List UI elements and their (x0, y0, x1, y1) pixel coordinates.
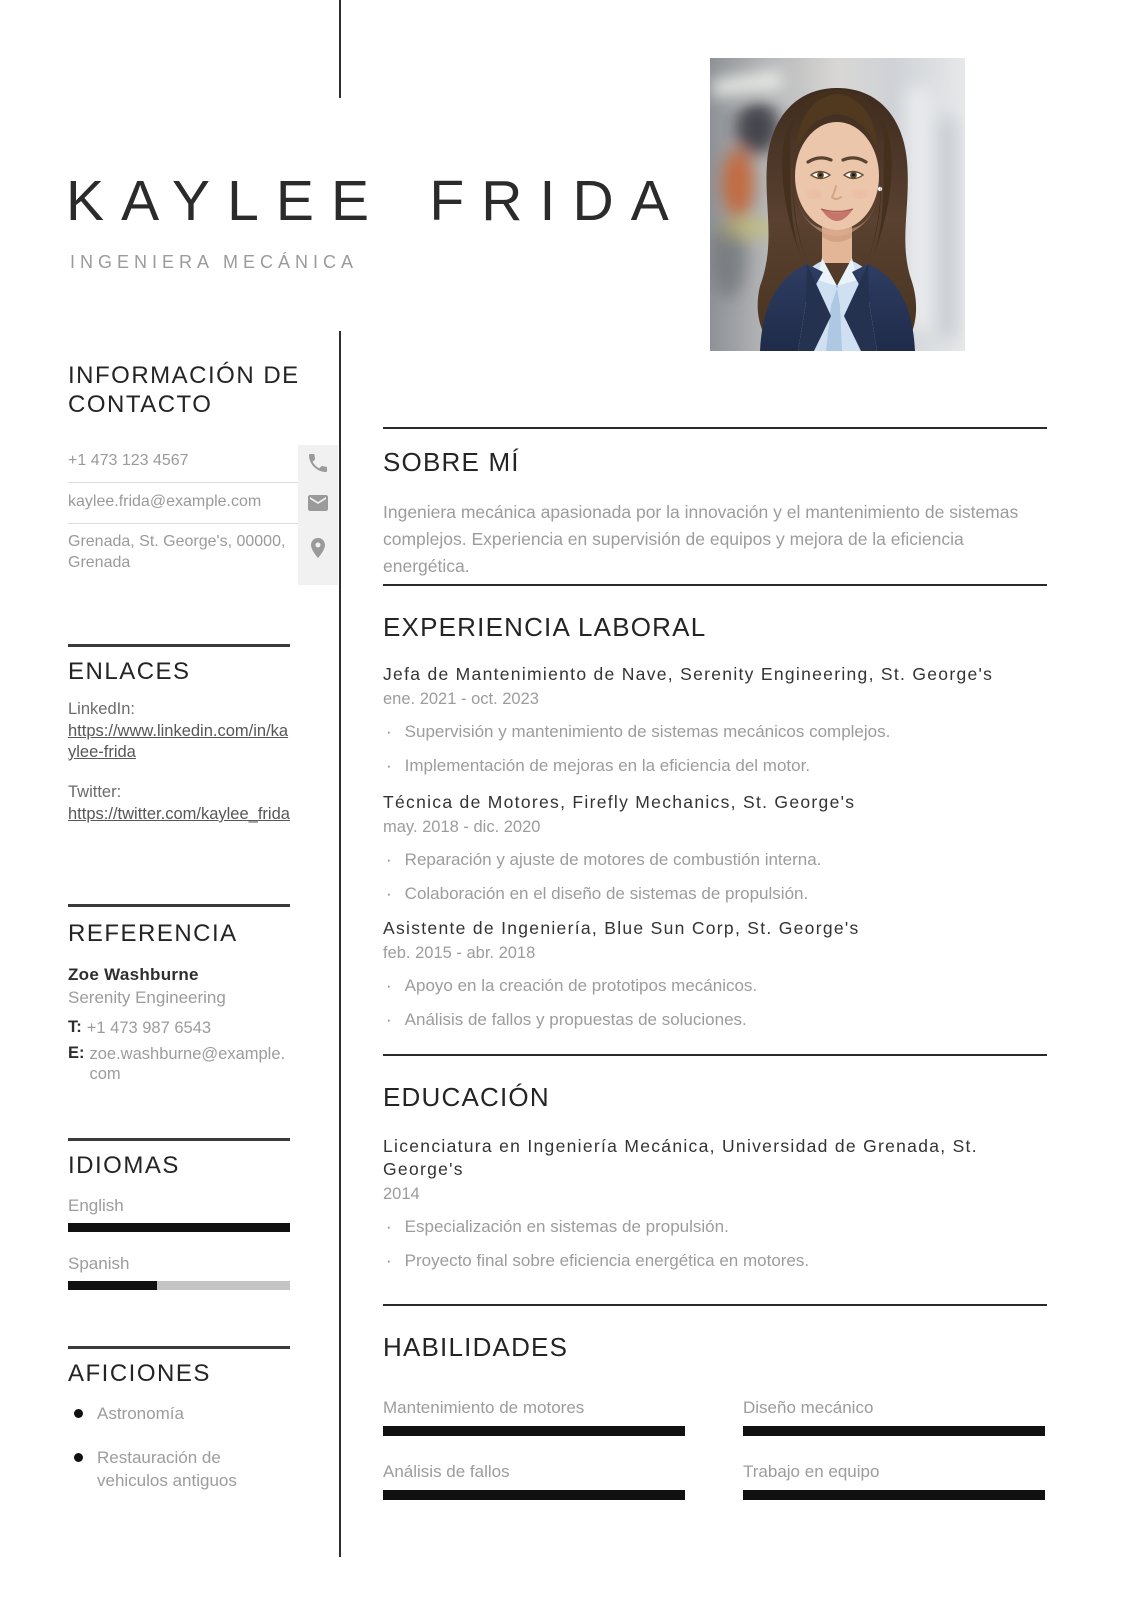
job-bullets (383, 848, 1047, 905)
languages-section-heading: IDIOMAS (68, 1152, 180, 1179)
languages-list (68, 1196, 290, 1312)
hobbies-section-heading: AFICIONES (68, 1360, 211, 1387)
contact-section-heading: INFORMACIÓN DE CONTACTO (68, 362, 300, 418)
list-item (383, 848, 1047, 871)
reference-section-heading: REFERENCIA (68, 920, 238, 947)
language-level-track (68, 1223, 290, 1232)
bullet-icon: · (386, 1010, 392, 1029)
language-item (68, 1254, 290, 1290)
bullet-icon: · (386, 756, 392, 775)
list-item (383, 754, 1047, 777)
language-level-track (68, 1281, 290, 1290)
skills-section-heading: HABILIDADES (383, 1332, 569, 1362)
about-text: Ingeniera mecánica apasionada por la innovación y el mantenimiento de sistemas complejos. Experiencia en supervisión de equipos y mejora de la eficiencia energética. (383, 502, 1019, 577)
bullet-text: Implementación de mejoras en la eficiencia del motor. (404, 756, 811, 775)
links-section-heading: ENLACES (68, 658, 191, 685)
bullet-text: Proyecto final sobre eficiencia energética en motores. (404, 1251, 810, 1270)
degree-title-line: Licenciatura en Ingeniería Mecánica, Universidad de Grenada, St. George's (383, 1136, 978, 1179)
list-item (383, 1008, 1047, 1031)
language-name: Spanish (68, 1254, 130, 1273)
job-bullets (383, 720, 1047, 777)
mail-icon (306, 491, 330, 515)
language-name: English (68, 1196, 124, 1215)
bullet-text: Apoyo en la creación de prototipos mecánicos. (404, 976, 758, 995)
link-label: Twitter: (68, 783, 122, 801)
contact-address: Grenada, St. George's, 00000, Grenada (68, 533, 286, 571)
list-item (383, 720, 1047, 743)
section-divider (383, 584, 1047, 586)
job-title-line: Asistente de Ingeniería, Blue Sun Corp, St. George's (383, 918, 860, 938)
section-divider (68, 1346, 290, 1349)
skill-item (743, 1398, 1045, 1436)
job-title: INGENIERA MECÁNICA (70, 252, 359, 272)
job-dates: feb. 2015 - abr. 2018 (383, 944, 536, 962)
skill-level-bar (383, 1490, 685, 1500)
skill-level-track (743, 1490, 1045, 1500)
section-divider (68, 644, 290, 647)
section-divider (383, 1304, 1047, 1306)
education-bullets (383, 1215, 1047, 1272)
job-title-line: Técnica de Motores, Firefly Mechanics, St. George's (383, 792, 856, 812)
experience-section-heading: EXPERIENCIA LABORAL (383, 612, 707, 642)
skills-grid (383, 1398, 1047, 1500)
reference-name: Zoe Washburne (68, 965, 199, 984)
vertical-divider-top (339, 0, 341, 98)
language-item (68, 1196, 290, 1232)
education-section-heading: EDUCACIÓN (383, 1082, 550, 1112)
bullet-text: Reparación y ajuste de motores de combustión interna. (404, 850, 822, 869)
job-dates: may. 2018 - dic. 2020 (383, 818, 541, 836)
bullet-icon: · (386, 1251, 392, 1270)
twitter-link[interactable]: https://twitter.com/kaylee_frida (68, 805, 290, 823)
link-item (68, 783, 292, 825)
reference-company: Serenity Engineering (68, 988, 226, 1007)
link-item (68, 700, 292, 763)
list-item (68, 1446, 292, 1492)
bullet-icon: · (386, 850, 392, 869)
degree-dates: 2014 (383, 1185, 420, 1203)
skill-name: Análisis de fallos (383, 1462, 510, 1481)
phone-icon (306, 451, 330, 475)
skill-item (743, 1462, 1045, 1500)
contact-separator (68, 482, 298, 483)
reference-phone-label: T: (68, 1018, 82, 1036)
reference-email-label: E: (68, 1044, 85, 1062)
bullet-text: Colaboración en el diseño de sistemas de propulsión. (404, 884, 809, 903)
education-entry (383, 1135, 1047, 1283)
section-divider (383, 427, 1047, 429)
job-bullets (383, 974, 1047, 1031)
contact-email: kaylee.frida@example.com (68, 493, 262, 510)
skill-name: Mantenimiento de motores (383, 1398, 585, 1417)
profile-photo-illustration (710, 58, 965, 351)
hobby-text: Restauración de vehiculos antiguos (97, 1448, 237, 1490)
job-title-line: Jefa de Mantenimiento de Nave, Serenity Engineering, St. George's (383, 664, 994, 684)
reference-phone: +1 473 987 6543 (86, 1019, 212, 1037)
linkedin-link[interactable]: https://www.linkedin.com/in/kaylee-frida (68, 722, 289, 761)
section-divider (68, 904, 290, 907)
language-level-bar (68, 1223, 290, 1232)
list-item (383, 1215, 1047, 1238)
bullet-icon: · (386, 1217, 392, 1236)
skill-name: Trabajo en equipo (743, 1462, 880, 1481)
skill-level-bar (743, 1490, 1045, 1500)
section-divider (383, 1054, 1047, 1056)
list-item (383, 974, 1047, 997)
bullet-icon (74, 1409, 83, 1418)
skill-level-bar (743, 1426, 1045, 1436)
reference-card (68, 965, 298, 1084)
hobby-text: Astronomía (97, 1404, 184, 1423)
reference-phone-row (68, 1018, 298, 1038)
skill-level-bar (383, 1426, 685, 1436)
bullet-text: Supervisión y mantenimiento de sistemas mecánicos complejos. (404, 722, 891, 741)
list-item (68, 1402, 292, 1425)
skill-level-track (383, 1426, 685, 1436)
bullet-text: Análisis de fallos y propuestas de soluciones. (404, 1010, 747, 1029)
experience-entry (383, 917, 1047, 1042)
location-icon (306, 536, 330, 560)
skill-level-track (743, 1426, 1045, 1436)
skill-name: Diseño mecánico (743, 1398, 874, 1417)
list-item (383, 882, 1047, 905)
bullet-text: Especialización en sistemas de propulsión. (404, 1217, 729, 1236)
vertical-divider-main (339, 331, 341, 1557)
skill-item (383, 1462, 685, 1500)
links-list (68, 700, 292, 845)
contact-phone: +1 473 123 4567 (68, 452, 189, 469)
bullet-icon (74, 1453, 83, 1462)
list-item (383, 1249, 1047, 1272)
reference-email-row (68, 1044, 298, 1084)
link-label: LinkedIn: (68, 700, 135, 718)
skill-level-track (383, 1490, 685, 1500)
reference-email: zoe.washburne@example.com (89, 1045, 286, 1083)
page-title: KAYLEE FRIDA (66, 169, 686, 233)
section-divider (68, 1138, 290, 1141)
hobbies-list (68, 1402, 292, 1513)
language-level-bar (68, 1281, 157, 1290)
profile-photo (710, 58, 965, 351)
bullet-icon: · (386, 722, 392, 741)
job-dates: ene. 2021 - oct. 2023 (383, 690, 539, 708)
experience-entry (383, 791, 1047, 916)
experience-entry (383, 663, 1047, 788)
contact-separator (68, 523, 298, 524)
about-section-heading: SOBRE MÍ (383, 447, 520, 477)
bullet-icon: · (386, 884, 392, 903)
skill-item (383, 1398, 685, 1436)
bullet-icon: · (386, 976, 392, 995)
